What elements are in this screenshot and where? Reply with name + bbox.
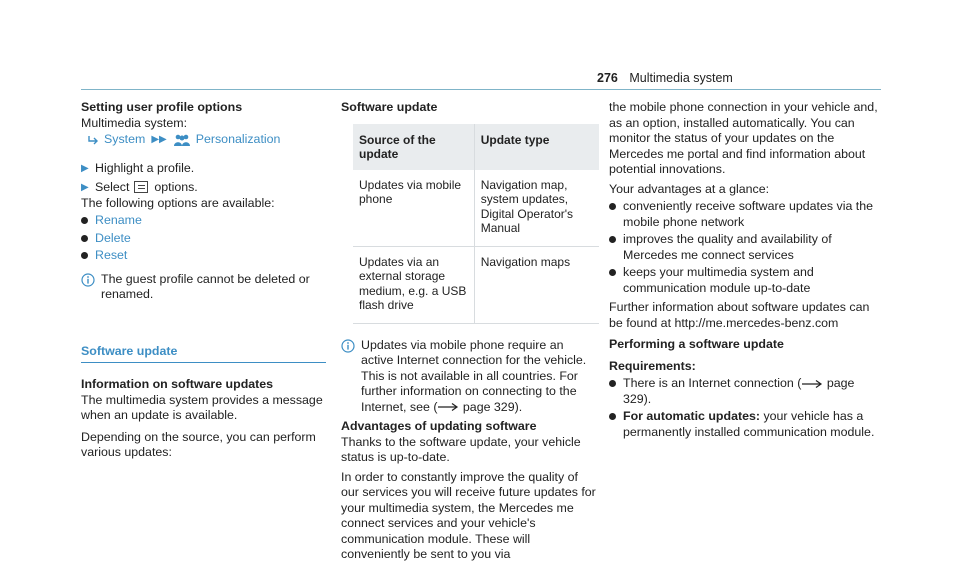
- list-item: There is an Internet connection ( page 329).: [609, 376, 879, 407]
- list-item: improves the quality and availability of Mercedes me connect services: [609, 232, 879, 263]
- nav-system[interactable]: System: [104, 132, 146, 146]
- bullet-icon: [609, 203, 616, 210]
- requirements-list: [609, 376, 879, 440]
- column-left: [81, 100, 326, 461]
- menu-options-icon: [134, 181, 148, 193]
- info-icon: [341, 339, 355, 353]
- advantages-heading: Advantages of updating software: [341, 419, 537, 433]
- intro-text: Multimedia system:: [81, 115, 188, 130]
- info-text: The multimedia system provides a message when an update is available.: [81, 392, 323, 422]
- info-heading: Information on software updates: [81, 377, 274, 391]
- mobile-connection-text: the mobile phone connection in your vehicle and, as an option, installed automatically. You can monitor the status of your updates on the Mercedes me portal and find information about potential innovations.: [609, 100, 878, 176]
- option-rename[interactable]: Rename: [81, 213, 326, 229]
- step-select-options: ▶ Select options.: [81, 180, 198, 194]
- header-title: Multimedia system: [629, 71, 733, 85]
- bullet-icon: [81, 252, 88, 259]
- update-sources-table: [353, 124, 599, 324]
- nav-personalization[interactable]: Personalization: [195, 132, 281, 146]
- advantages-text-2: In order to constantly improve the quality of our services you will receive future updates for your multimedia system, the Mercedes me connect services and your vehicle's communication module. These will conveniently be sent to you via: [341, 469, 596, 561]
- table-header-row: [353, 124, 599, 170]
- requirements-heading: Requirements:: [609, 358, 696, 373]
- header-rule: [81, 89, 881, 90]
- advantages-intro: Your advantages at a glance:: [609, 181, 770, 196]
- list-item: conveniently receive software updates via the mobile phone network: [609, 199, 879, 230]
- step-highlight-profile: ▶ Highlight a profile.: [81, 160, 195, 175]
- guest-profile-note: The guest profile cannot be deleted or renamed.: [81, 272, 326, 303]
- table-row: Updates via mobile phone Navigation map, system updates, Digital Operator's Manual: [353, 170, 599, 247]
- return-arrow-icon: [87, 135, 99, 145]
- page-reference-arrow-icon: [437, 402, 459, 412]
- profile-options-list: [81, 213, 326, 264]
- mobile-update-note: Updates via mobile phone require an active Internet connection for the vehicle. This is not available in all countries. For further information on connecting to the Internet, see ( page 329).: [341, 338, 597, 416]
- option-delete[interactable]: Delete: [81, 231, 326, 247]
- advantages-list: [609, 199, 879, 296]
- page-number: 276: [597, 71, 618, 85]
- setting-profile-heading: Setting user profile options: [81, 100, 243, 114]
- page-header: [597, 71, 733, 87]
- source-text: Depending on the source, you can perform various updates:: [81, 429, 316, 459]
- table-header-source: Source of the update: [353, 124, 474, 170]
- page-ref-link[interactable]: page 329).: [462, 399, 523, 414]
- step-arrow-icon: ▶: [81, 182, 89, 193]
- column-middle: [341, 100, 597, 563]
- bullet-icon: [81, 235, 88, 242]
- bullet-icon: [609, 380, 616, 387]
- software-update-section-title: Software update: [81, 344, 326, 364]
- page-ref-link[interactable]: page 329).: [623, 376, 855, 406]
- perform-update-heading: Performing a software update: [609, 337, 784, 351]
- bullet-icon: [609, 413, 616, 420]
- advantages-text-1: Thanks to the software update, your vehicle status is up-to-date.: [341, 434, 581, 464]
- bullet-icon: [609, 236, 616, 243]
- info-icon: [81, 273, 95, 287]
- table-row: Updates via an external storage medium, e.g. a USB flash drive Navigation maps: [353, 246, 599, 323]
- personalization-icon: [173, 133, 191, 147]
- table-header-type: Update type: [474, 124, 599, 170]
- page-reference-arrow-icon: [801, 379, 823, 389]
- double-chevron-icon: ▶▶: [151, 134, 167, 145]
- list-item: keeps your multimedia system and communication module up-to-date: [609, 265, 879, 296]
- bullet-icon: [81, 217, 88, 224]
- list-item: For automatic updates: your vehicle has a permanently installed communication module.: [609, 409, 879, 440]
- option-reset[interactable]: Reset: [81, 248, 326, 264]
- further-info-text: Further information about software updates can be found at http://me.mercedes-benz.com: [609, 300, 870, 330]
- step-arrow-icon: ▶: [81, 162, 89, 174]
- bullet-icon: [609, 269, 616, 276]
- following-options-text: The following options are available:: [81, 195, 275, 210]
- nav-path: [81, 132, 326, 148]
- software-update-heading: Software update: [341, 100, 438, 114]
- column-right: [609, 100, 879, 440]
